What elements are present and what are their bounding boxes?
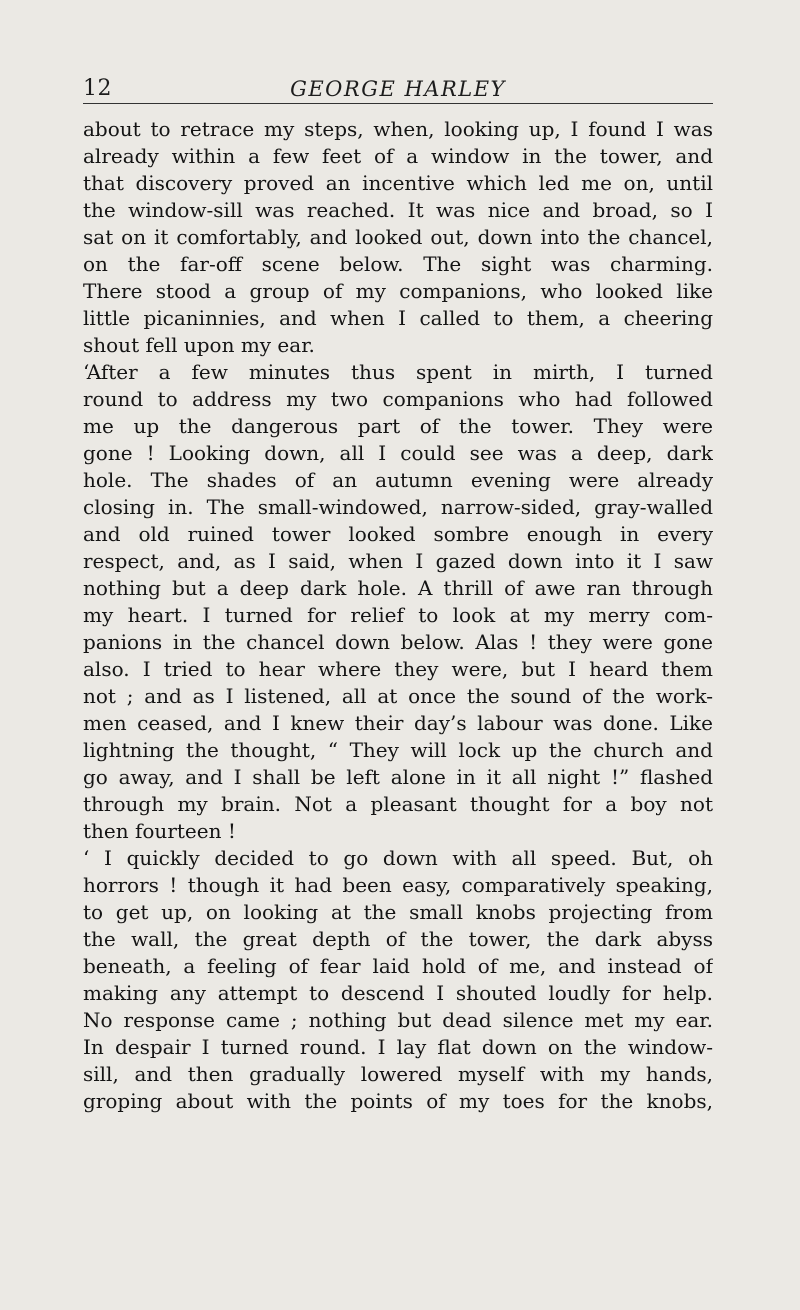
text-line: lightning the thought, “ They will lock up the church and <box>83 738 713 762</box>
text-line: to get up, on looking at the small knobs projecting from <box>83 900 713 924</box>
body-text <box>83 116 713 1115</box>
text-line: round to address my two companions who had followed <box>83 387 713 411</box>
page-header <box>83 76 713 106</box>
text-line: panions in the chancel down below. Alas ! they were gone <box>83 630 713 654</box>
text-line: respect, and, as I said, when I gazed down into it I saw <box>83 549 713 573</box>
text-line: There stood a group of my companions, who looked like <box>83 279 713 303</box>
text-line: horrors ! though it had been easy, comparatively speaking, <box>83 873 713 897</box>
text-line: me up the dangerous part of the tower. They were <box>83 414 713 438</box>
text-line: ‘ I quickly decided to go down with all speed. But, oh <box>83 846 713 870</box>
text-line: beneath, a feeling of fear laid hold of me, and instead of <box>83 954 713 978</box>
text-line: closing in. The small-windowed, narrow-sided, gray-walled <box>83 495 713 519</box>
text-line: little picaninnies, and when I called to them, a cheering <box>83 306 713 330</box>
text-line: sill, and then gradually lowered myself with my hands, <box>83 1062 713 1086</box>
text-line: about to retrace my steps, when, looking up, I found I was <box>83 117 713 141</box>
running-head: GEORGE HARLEY <box>290 77 506 101</box>
text-line: In despair I turned round. I lay flat down on the window- <box>83 1035 713 1059</box>
text-line: my heart. I turned for relief to look at my merry com- <box>83 603 713 627</box>
text-line: groping about with the points of my toes for the knobs, <box>83 1089 713 1113</box>
text-line: through my brain. Not a pleasant thought for a boy not <box>83 792 713 816</box>
text-line: already within a few feet of a window in the tower, and <box>83 144 713 168</box>
text-line: ‘After a few minutes thus spent in mirth, I turned <box>83 360 713 384</box>
text-line: sat on it comfortably, and looked out, down into the chancel, <box>83 225 713 249</box>
text-line: that discovery proved an incentive which led me on, until <box>83 171 713 195</box>
text-line: also. I tried to hear where they were, but I heard them <box>83 657 713 681</box>
text-line: the wall, the great depth of the tower, the dark abyss <box>83 927 713 951</box>
header-rule <box>83 103 713 104</box>
text-line: go away, and I shall be left alone in it all night !” flashed <box>83 765 713 789</box>
text-line: on the far-off scene below. The sight was charming. <box>83 252 713 276</box>
text-line: men ceased, and I knew their day’s labour was done. Like <box>83 711 713 735</box>
text-line: and old ruined tower looked sombre enough in every <box>83 522 713 546</box>
text-line: hole. The shades of an autumn evening were already <box>83 468 713 492</box>
text-line: then fourteen ! <box>83 819 236 843</box>
page-number: 12 <box>83 76 112 101</box>
text-line: not ; and as I listened, all at once the sound of the work- <box>83 684 713 708</box>
text-line: gone ! Looking down, all I could see was a deep, dark <box>83 441 713 465</box>
text-line: the window-sill was reached. It was nice and broad, so I <box>83 198 713 222</box>
text-line: shout fell upon my ear. <box>83 333 315 357</box>
text-line: making any attempt to descend I shouted loudly for help. <box>83 981 713 1005</box>
text-line: No response came ; nothing but dead silence met my ear. <box>83 1008 713 1032</box>
text-line: nothing but a deep dark hole. A thrill of awe ran through <box>83 576 713 600</box>
